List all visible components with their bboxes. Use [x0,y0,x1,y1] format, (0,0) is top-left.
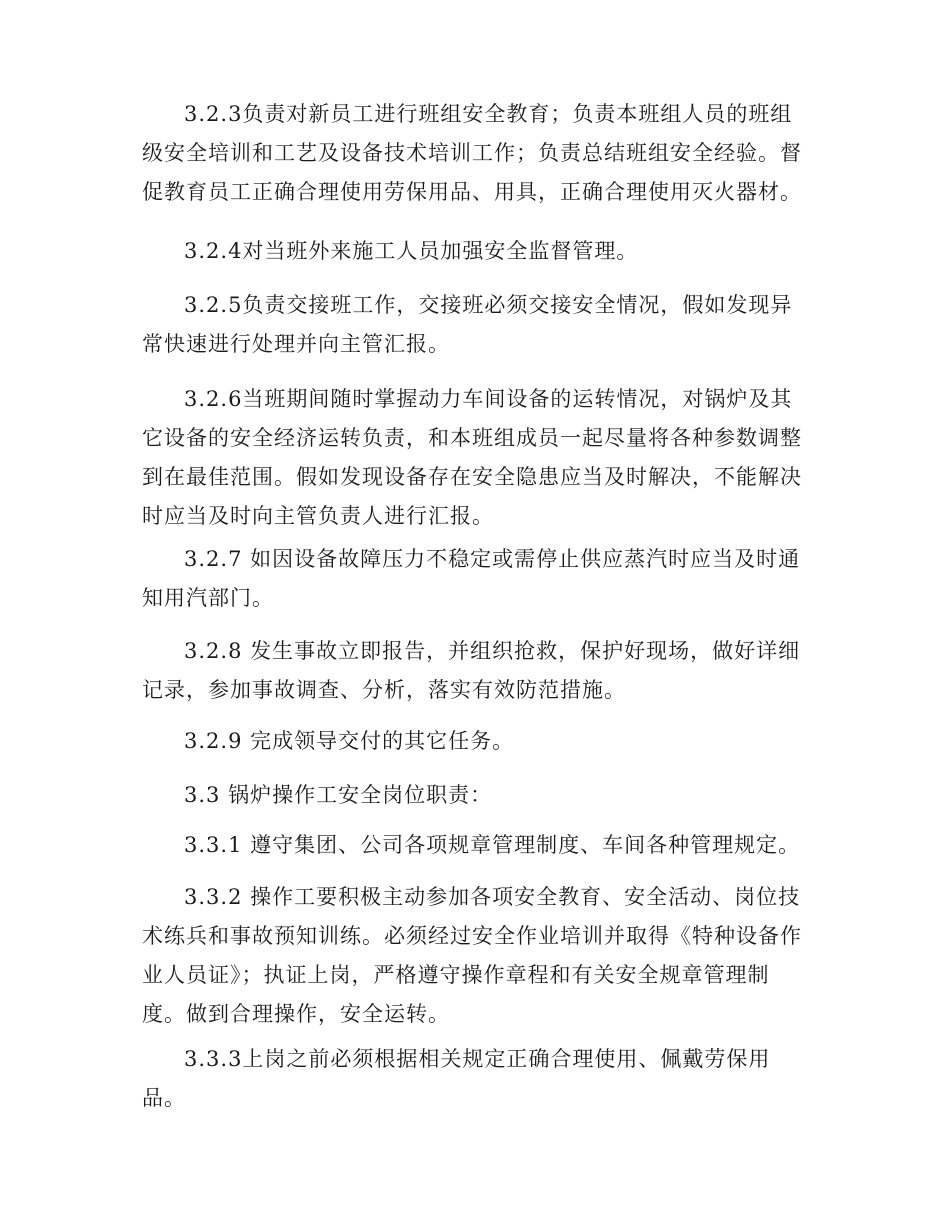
paragraph-3-3-3: 3.3.3上岗之前必须根据相关规定正确合理使用、佩戴劳保用品。 [142,1047,771,1110]
paragraph-3-2-7: 3.2.7 如因设备故障压力不稳定或需停止供应蒸汽时应当及时通知用汽部门。 [142,547,801,610]
paragraph-3-2-6: 3.2.6当班期间随时掌握动力车间设备的运转情况，对锅炉及其它设备的安全经济运转负责，和本班组成员一起尽量将各种参数调整到在最佳范围。假如发现设备存在安全隐患应当及时解决，不能解决时应当及时向主管负责人进行汇报。 [142,387,802,528]
paragraph-3-2-3: 3.2.3负责对新员工进行班组安全教育；负责本班组人员的班组级安全培训和工艺及设备技术培训工作；负责总结班组安全经验。督促教育员工正确合理使用劳保用品、用具，正确合理使用灭火器材。 [142,102,802,204]
paragraph-3-2-4: 3.2.4对当班外来施工人员加强安全监督管理。 [184,239,639,263]
paragraph-3-3-2: 3.3.2 操作工要积极主动参加各项安全教育、安全活动、岗位技术练兵和事故预知训练。必须经过安全作业培训并取得《特种设备作业人员证》；执证上岗，严格遵守操作章程和有关安全规章管理制度。做到合理操作，安全运转。 [142,885,802,1026]
paragraph-3-2-8: 3.2.8 发生事故立即报告，并组织抢救，保护好现场，做好详细记录，参加事故调查、分析，落实有效防范措施。 [142,639,801,702]
paragraph-3-2-5: 3.2.5负责交接班工作，交接班必须交接安全情况，假如发现异常快速进行处理并向主管汇报。 [142,293,793,356]
heading-3-3: 3.3 锅炉操作工安全岗位职责： [184,783,493,807]
paragraph-3-2-9: 3.2.9 完成领导交付的其它任务。 [184,729,515,753]
paragraph-3-3-1: 3.3.1 遵守集团、公司各项规章管理制度、车间各种管理规定。 [184,833,801,857]
